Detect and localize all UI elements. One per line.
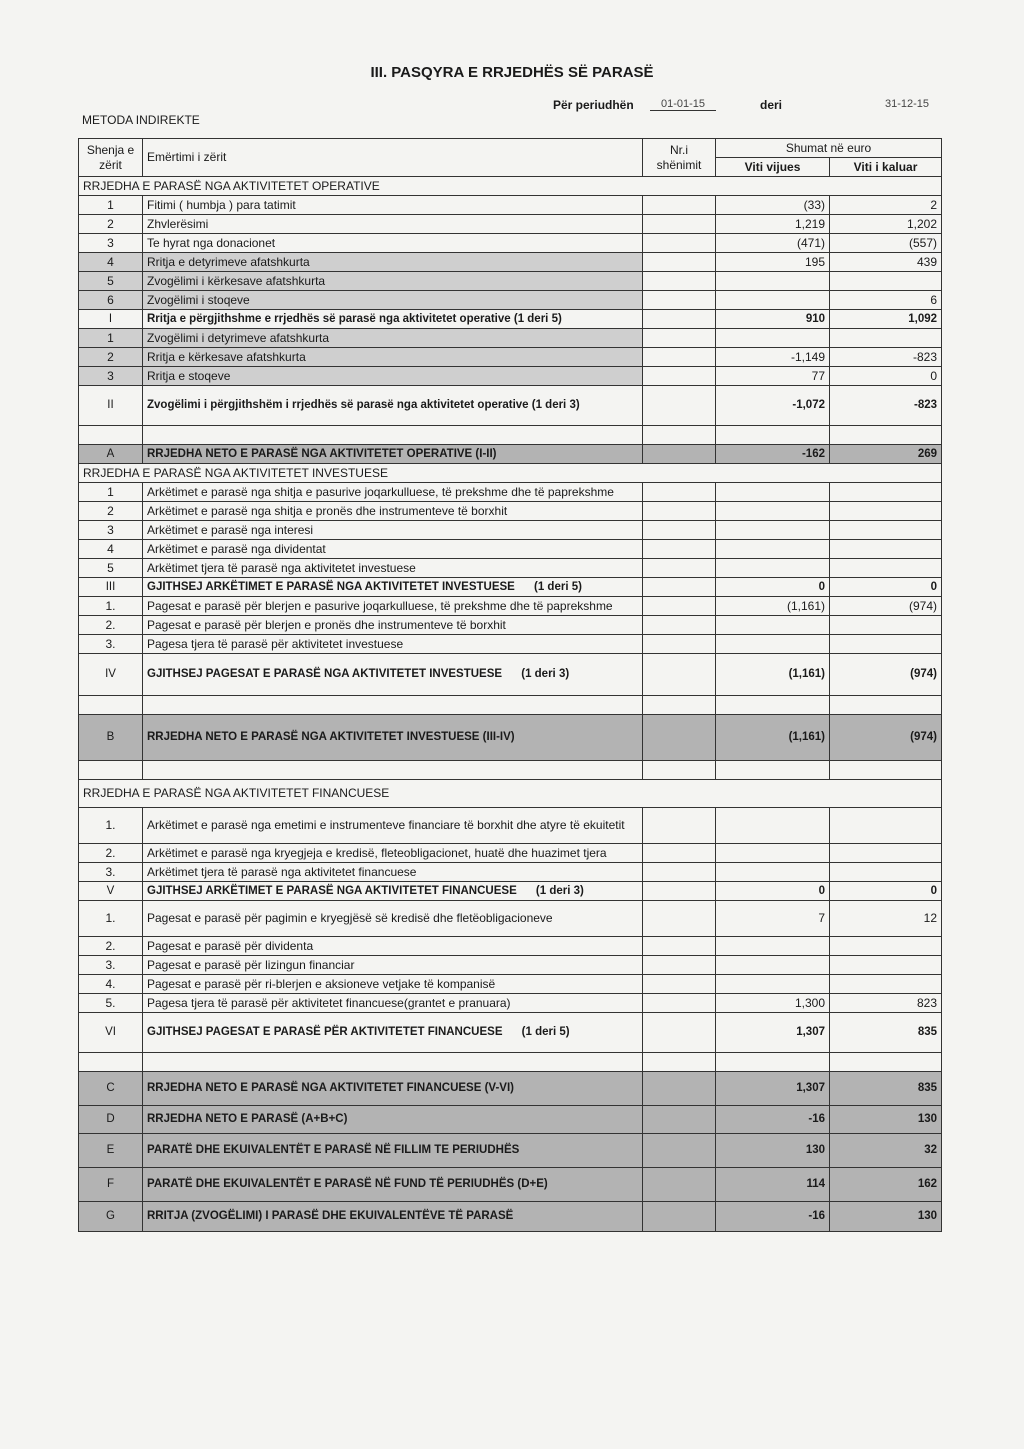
row-current: -162	[716, 445, 830, 464]
row-note	[643, 502, 716, 521]
table-row	[79, 844, 942, 863]
row-label: Zhvlerësimi	[143, 215, 643, 234]
row-note	[643, 654, 716, 696]
row-code: 4	[79, 253, 143, 272]
row-current: 0	[716, 882, 830, 901]
row-label: Pagesa tjera të parasë për aktivitetet financuese(grantet e pranuara)	[143, 994, 643, 1013]
table-row	[79, 937, 942, 956]
subtotal-row	[79, 578, 942, 597]
row-code: 3	[79, 234, 143, 253]
row-label: Arkëtimet e parasë nga shitja e pasurive joqarkulluese, të prekshme dhe të paprekshme	[143, 483, 643, 502]
row-label: Pagesat e parasë për pagimin e kryegjësë së kredisë dhe fletëobligacioneve	[143, 901, 643, 937]
table-row	[79, 597, 942, 616]
row-current: 1,300	[716, 994, 830, 1013]
row-code: V	[79, 882, 143, 901]
section-financing	[79, 780, 942, 808]
row-previous: (974)	[830, 597, 942, 616]
row-note	[643, 367, 716, 386]
row-current: -1,072	[716, 386, 830, 426]
col-amounts-header: Shumat në euro	[716, 139, 942, 158]
row-previous	[830, 863, 942, 882]
row-label: Arkëtimet e parasë nga kryegjeja e kredisë, fleteobligacionet, huatë dhe huazimet tjera	[143, 844, 643, 863]
table-row	[79, 502, 942, 521]
row-code: 1.	[79, 901, 143, 937]
row-current	[716, 540, 830, 559]
row-previous: 130	[830, 1106, 942, 1134]
table-row	[79, 559, 942, 578]
table-row	[79, 253, 942, 272]
row-previous: 162	[830, 1168, 942, 1202]
table-row	[79, 901, 942, 937]
row-previous: (974)	[830, 715, 942, 761]
row-previous	[830, 975, 942, 994]
period-label: Për periudhën	[553, 98, 634, 112]
row-note	[643, 540, 716, 559]
subtotal-row	[79, 386, 942, 426]
row-note	[643, 844, 716, 863]
row-label: PARATË DHE EKUIVALENTËT E PARASË NË FILLIM TE PERIUDHËS	[143, 1134, 643, 1168]
row-label: Zvogëlimi i kërkesave afatshkurta	[143, 272, 643, 291]
row-previous: 0	[830, 367, 942, 386]
row-previous: 0	[830, 882, 942, 901]
row-previous	[830, 937, 942, 956]
row-current	[716, 521, 830, 540]
row-label: RRITJA (ZVOGËLIMI) I PARASË DHE EKUIVALENTËVE TË PARASË	[143, 1202, 643, 1232]
section-title: RRJEDHA E PARASË NGA AKTIVITETET FINANCUESE	[79, 780, 942, 808]
row-code: A	[79, 445, 143, 464]
row-code: I	[79, 310, 143, 329]
row-current: (1,161)	[716, 597, 830, 616]
row-code: 2	[79, 348, 143, 367]
spacer-row	[79, 426, 942, 445]
row-current	[716, 502, 830, 521]
total-row-f	[79, 1168, 942, 1202]
row-label: Arkëtimet e parasë nga shitja e pronës dhe instrumenteve të borxhit	[143, 502, 643, 521]
row-current	[716, 808, 830, 844]
subtotal-row	[79, 1013, 942, 1053]
row-note	[643, 196, 716, 215]
row-code: G	[79, 1202, 143, 1232]
row-previous: 835	[830, 1072, 942, 1106]
row-label: Arkëtimet e parasë nga interesi	[143, 521, 643, 540]
spacer-row	[79, 1053, 942, 1072]
table-row	[79, 483, 942, 502]
row-code: 1.	[79, 808, 143, 844]
row-code: 5	[79, 559, 143, 578]
row-label: Pagesat e parasë për blerjen e pasurive joqarkulluese, të prekshme dhe të paprekshme	[143, 597, 643, 616]
subtotal-row	[79, 654, 942, 696]
row-label: GJITHSEJ PAGESAT E PARASË PËR AKTIVITETET FINANCUESE (1 deri 5)	[143, 1013, 643, 1053]
spacer-row	[79, 696, 942, 715]
row-note	[643, 808, 716, 844]
row-note	[643, 994, 716, 1013]
subtotal-row	[79, 882, 942, 901]
row-label: Zvogëlimi i përgjithshëm i rrjedhës së parasë nga aktivitetet operative (1 deri 3)	[143, 386, 643, 426]
row-previous	[830, 502, 942, 521]
col-previous-header: Viti i kaluar	[830, 158, 942, 177]
row-note	[643, 329, 716, 348]
table-row	[79, 196, 942, 215]
row-label: Arkëtimet tjera të parasë nga aktivitetet financuese	[143, 863, 643, 882]
row-note	[643, 1106, 716, 1134]
row-code: 3	[79, 521, 143, 540]
row-previous	[830, 956, 942, 975]
row-label: Pagesat e parasë për dividenta	[143, 937, 643, 956]
row-note	[643, 272, 716, 291]
row-current	[716, 844, 830, 863]
row-note	[643, 616, 716, 635]
col-code-header: Shenja e zërit	[79, 139, 143, 177]
col-current-header: Viti vijues	[716, 158, 830, 177]
method-label: METODA INDIREKTE	[82, 113, 200, 127]
row-code: 2.	[79, 937, 143, 956]
row-code: 3.	[79, 635, 143, 654]
row-previous: 269	[830, 445, 942, 464]
row-current	[716, 863, 830, 882]
col-note-header: Nr.i shënimit	[643, 139, 716, 177]
row-current	[716, 483, 830, 502]
row-previous	[830, 521, 942, 540]
spacer-row	[79, 761, 942, 780]
row-note	[643, 937, 716, 956]
row-current: 910	[716, 310, 830, 329]
table-row	[79, 521, 942, 540]
row-label: Pagesat e parasë për blerjen e pronës dhe instrumenteve të borxhit	[143, 616, 643, 635]
table-row	[79, 272, 942, 291]
row-code: 2	[79, 502, 143, 521]
page-title: III. PASQYRA E RRJEDHËS SË PARASË	[370, 64, 654, 81]
row-previous: 1,202	[830, 215, 942, 234]
row-previous	[830, 483, 942, 502]
row-note	[643, 597, 716, 616]
table-header-row	[79, 139, 942, 158]
row-current: (1,161)	[716, 715, 830, 761]
row-note	[643, 215, 716, 234]
row-note	[643, 310, 716, 329]
row-current: 1,219	[716, 215, 830, 234]
period-from: 01-01-15	[650, 98, 716, 111]
row-current	[716, 616, 830, 635]
row-label: RRJEDHA NETO E PARASË (A+B+C)	[143, 1106, 643, 1134]
section-title: RRJEDHA E PARASË NGA AKTIVITETET INVESTUESE	[79, 464, 942, 483]
row-label: RRJEDHA NETO E PARASË NGA AKTIVITETET OPERATIVE (I-II)	[143, 445, 643, 464]
row-note	[643, 863, 716, 882]
row-note	[643, 291, 716, 310]
row-previous	[830, 808, 942, 844]
row-current: (471)	[716, 234, 830, 253]
row-label: Zvogëlimi i stoqeve	[143, 291, 643, 310]
row-current	[716, 937, 830, 956]
row-label: GJITHSEJ ARKËTIMET E PARASË NGA AKTIVITETET INVESTUESE (1 deri 5)	[143, 578, 643, 597]
row-previous: 835	[830, 1013, 942, 1053]
row-note	[643, 882, 716, 901]
total-row-b	[79, 715, 942, 761]
row-previous: 32	[830, 1134, 942, 1168]
row-label: Rritja e detyrimeve afatshkurta	[143, 253, 643, 272]
row-label: Arkëtimet e parasë nga emetimi e instrumenteve financiare të borxhit dhe atyre të ekuitetit	[143, 808, 643, 844]
row-previous	[830, 272, 942, 291]
row-current: -16	[716, 1202, 830, 1232]
row-current: 1,307	[716, 1013, 830, 1053]
table-row	[79, 348, 942, 367]
row-previous: 823	[830, 994, 942, 1013]
row-code: 3.	[79, 956, 143, 975]
row-label: Pagesat e parasë për ri-blerjen e aksioneve vetjake të kompanisë	[143, 975, 643, 994]
subtotal-row	[79, 310, 942, 329]
row-code: IV	[79, 654, 143, 696]
row-label: Pagesa tjera të parasë për aktivitetet investuese	[143, 635, 643, 654]
row-note	[643, 635, 716, 654]
row-code: 3.	[79, 863, 143, 882]
table-row	[79, 234, 942, 253]
row-previous	[830, 844, 942, 863]
row-code: 2	[79, 215, 143, 234]
row-current: 130	[716, 1134, 830, 1168]
row-current	[716, 272, 830, 291]
row-current: 195	[716, 253, 830, 272]
row-note	[643, 715, 716, 761]
row-code: B	[79, 715, 143, 761]
total-row-c	[79, 1072, 942, 1106]
section-operating	[79, 177, 942, 196]
table-row	[79, 863, 942, 882]
table-row	[79, 329, 942, 348]
section-title: RRJEDHA E PARASË NGA AKTIVITETET OPERATIVE	[79, 177, 942, 196]
row-code: E	[79, 1134, 143, 1168]
row-label: Rritja e kërkesave afatshkurta	[143, 348, 643, 367]
row-current	[716, 956, 830, 975]
row-previous	[830, 635, 942, 654]
table-row	[79, 975, 942, 994]
table-row	[79, 367, 942, 386]
row-label: Arkëtimet tjera të parasë nga aktivitetet investuese	[143, 559, 643, 578]
row-previous: 0	[830, 578, 942, 597]
row-previous: -823	[830, 348, 942, 367]
row-note	[643, 1134, 716, 1168]
row-previous: 2	[830, 196, 942, 215]
row-previous: 130	[830, 1202, 942, 1232]
row-note	[643, 578, 716, 597]
row-previous: (557)	[830, 234, 942, 253]
row-code: III	[79, 578, 143, 597]
row-label: PARATË DHE EKUIVALENTËT E PARASË NË FUND TË PERIUDHËS (D+E)	[143, 1168, 643, 1202]
row-current: (1,161)	[716, 654, 830, 696]
row-current: -16	[716, 1106, 830, 1134]
row-previous: 439	[830, 253, 942, 272]
row-current	[716, 559, 830, 578]
row-label: Te hyrat nga donacionet	[143, 234, 643, 253]
row-note	[643, 956, 716, 975]
total-row-a	[79, 445, 942, 464]
row-code: 5	[79, 272, 143, 291]
row-note	[643, 901, 716, 937]
row-label: GJITHSEJ PAGESAT E PARASË NGA AKTIVITETET INVESTUESE (1 deri 3)	[143, 654, 643, 696]
row-current: -1,149	[716, 348, 830, 367]
row-label: Fitimi ( humbja ) para tatimit	[143, 196, 643, 215]
row-current: (33)	[716, 196, 830, 215]
row-previous: 6	[830, 291, 942, 310]
total-row-e	[79, 1134, 942, 1168]
table-row	[79, 540, 942, 559]
row-previous: (974)	[830, 654, 942, 696]
row-code: II	[79, 386, 143, 426]
row-previous: 1,092	[830, 310, 942, 329]
row-current	[716, 635, 830, 654]
row-current: 7	[716, 901, 830, 937]
row-current: 1,307	[716, 1072, 830, 1106]
row-code: 1	[79, 329, 143, 348]
row-code: 4.	[79, 975, 143, 994]
row-note	[643, 1202, 716, 1232]
table-row	[79, 616, 942, 635]
row-note	[643, 1168, 716, 1202]
table-row	[79, 635, 942, 654]
row-note	[643, 445, 716, 464]
row-current: 0	[716, 578, 830, 597]
row-label: Pagesat e parasë për lizingun financiar	[143, 956, 643, 975]
table-row	[79, 994, 942, 1013]
row-current	[716, 329, 830, 348]
table-row	[79, 215, 942, 234]
row-label: Rritja e përgjithshme e rrjedhës së parasë nga aktivitetet operative (1 deri 5)	[143, 310, 643, 329]
row-code: 1	[79, 196, 143, 215]
row-label: Rritja e stoqeve	[143, 367, 643, 386]
row-note	[643, 1013, 716, 1053]
row-previous	[830, 616, 942, 635]
row-code: 6	[79, 291, 143, 310]
row-code: 2.	[79, 616, 143, 635]
total-row-d	[79, 1106, 942, 1134]
section-investing	[79, 464, 942, 483]
row-note	[643, 1072, 716, 1106]
row-code: 3	[79, 367, 143, 386]
col-name-header: Emërtimi i zërit	[143, 139, 643, 177]
row-label: Zvogëlimi i detyrimeve afatshkurta	[143, 329, 643, 348]
row-note	[643, 234, 716, 253]
row-previous	[830, 329, 942, 348]
row-code: D	[79, 1106, 143, 1134]
period-to: 31-12-15	[885, 98, 930, 110]
row-code: 1.	[79, 597, 143, 616]
row-note	[643, 253, 716, 272]
row-code: 5.	[79, 994, 143, 1013]
row-current	[716, 291, 830, 310]
row-code: 4	[79, 540, 143, 559]
row-code: F	[79, 1168, 143, 1202]
row-label: RRJEDHA NETO E PARASË NGA AKTIVITETET INVESTUESE (III-IV)	[143, 715, 643, 761]
row-previous: -823	[830, 386, 942, 426]
row-code: 2.	[79, 844, 143, 863]
row-current: 77	[716, 367, 830, 386]
row-note	[643, 386, 716, 426]
table-row	[79, 808, 942, 844]
row-label: RRJEDHA NETO E PARASË NGA AKTIVITETET FINANCUESE (V-VI)	[143, 1072, 643, 1106]
row-previous: 12	[830, 901, 942, 937]
row-previous	[830, 559, 942, 578]
row-previous	[830, 540, 942, 559]
row-label: GJITHSEJ ARKËTIMET E PARASË NGA AKTIVITETET FINANCUESE (1 deri 3)	[143, 882, 643, 901]
row-code: C	[79, 1072, 143, 1106]
period-to-label: deri	[760, 98, 783, 112]
row-note	[643, 348, 716, 367]
table-row	[79, 291, 942, 310]
row-note	[643, 975, 716, 994]
row-current: 114	[716, 1168, 830, 1202]
table-row	[79, 956, 942, 975]
cash-flow-table	[78, 138, 942, 1232]
row-code: 1	[79, 483, 143, 502]
total-row-g	[79, 1202, 942, 1232]
row-note	[643, 521, 716, 540]
row-note	[643, 483, 716, 502]
row-current	[716, 975, 830, 994]
row-note	[643, 559, 716, 578]
row-code: VI	[79, 1013, 143, 1053]
row-label: Arkëtimet e parasë nga dividentat	[143, 540, 643, 559]
